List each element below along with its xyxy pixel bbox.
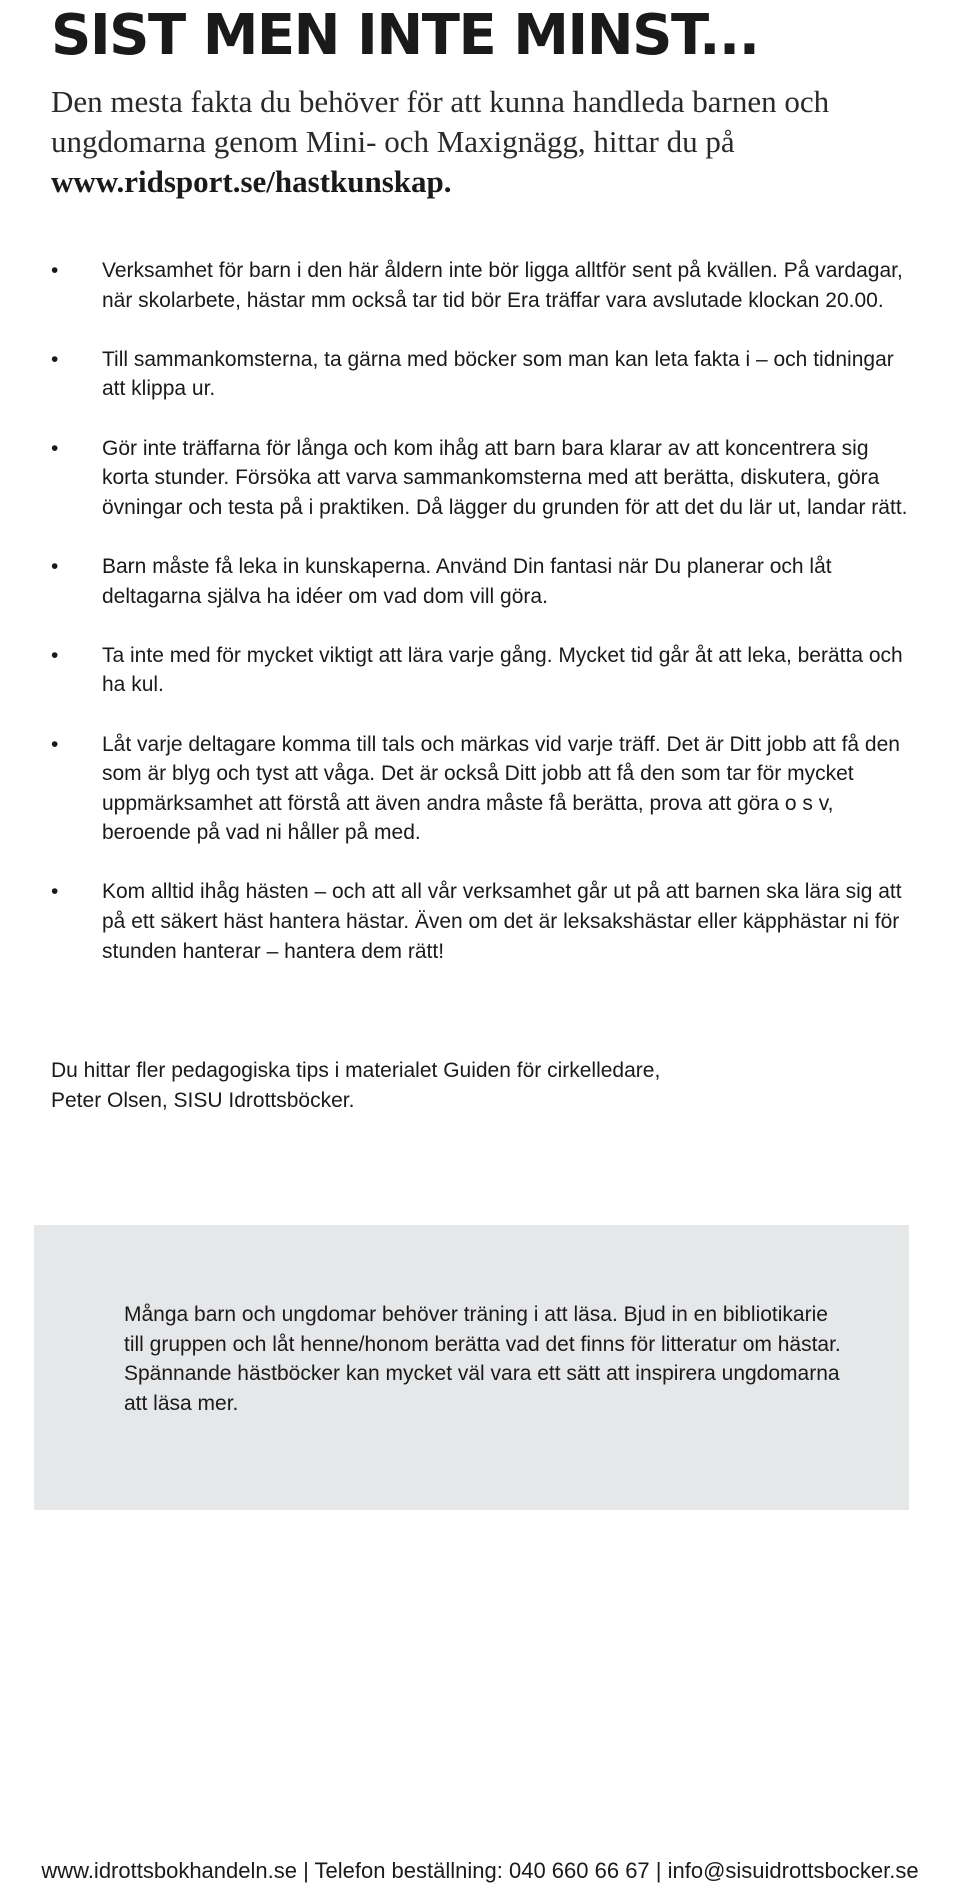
list-item-text: Verksamhet för barn i den här åldern inte bör ligga alltför sent på kvällen. På vardagar, när skolarbete, hästar mm också tar tid bör Era träffar vara avslutade klockan 20.00. xyxy=(102,259,903,312)
page-title: SIST MEN INTE MINST... xyxy=(51,3,759,68)
tips-list xyxy=(51,256,921,966)
list-item xyxy=(51,877,921,966)
bullet-icon: • xyxy=(51,732,59,756)
list-item xyxy=(51,552,921,611)
tip-box xyxy=(34,1225,909,1510)
list-item xyxy=(51,434,921,523)
intro-paragraph xyxy=(51,82,911,202)
list-item-text: Ta inte med för mycket viktigt att lära varje gång. Mycket tid går åt att leka, berätta och ha kul. xyxy=(102,643,903,697)
list-item xyxy=(51,730,921,848)
hastkunskap-link[interactable]: www.ridsport.se/hastkunskap. xyxy=(51,164,452,199)
tip-box-text: Många barn och ungdomar behöver träning i att läsa. Bjud in en bibliotikarie till gruppen och låt henne/honom berätta vad det finns för litteratur om hästar. Spännande hästböcker kan mycket väl vara ett sätt att inspirera ungdomarna att läsa mer. xyxy=(124,1303,841,1415)
list-item-text: Låt varje deltagare komma till tals och märkas vid varje träff. Det är Ditt jobb att få den som är blyg och tyst att våga. Det är också Ditt jobb att få den som tar för mycket uppmärksamhet att förstå att även andra måste få berätta, prova att göra o s v, beroende på vad ni håller på med. xyxy=(102,732,900,845)
list-item-text: Kom alltid ihåg hästen – och att all vår verksamhet går ut på att barnen ska lära sig att på ett säkert häst hantera hästar. Även om det är leksakshästar eller käpphästar ni för stunden hanterar – hantera dem rätt! xyxy=(102,880,902,963)
list-item xyxy=(51,641,921,700)
list-item-text: Barn måste få leka in kunskaperna. Använd Din fantasi när Du planerar och låt deltagarna själva ha idéer om vad dom vill göra. xyxy=(102,554,832,608)
bullet-icon: • xyxy=(51,347,59,371)
bullet-icon: • xyxy=(51,436,59,460)
list-item-text: Till sammankomsterna, ta gärna med böcker som man kan leta fakta i – och tidningar att klippa ur. xyxy=(102,347,894,401)
bullet-icon: • xyxy=(51,643,59,667)
list-item xyxy=(51,345,921,404)
footer-contact: www.idrottsbokhandeln.se | Telefon beställning: 040 660 66 67 | info@sisuidrottsbocker.se xyxy=(41,1858,919,1883)
list-item-text: Gör inte träffarna för långa och kom ihåg att barn bara klarar av att koncentrera sig korta stunder. Försöka att varva sammankomsterna med att berätta, diskutera, göra övningar och testa på i praktiken. Då lägger du grunden för att det du lär ut, landar rätt. xyxy=(102,436,908,519)
closing-paragraph: Du hittar fler pedagogiska tips i materialet Guiden för cirkelledare, Peter Olsen, SISU Idrottsböcker. xyxy=(51,1059,661,1112)
intro-text: Den mesta fakta du behöver för att kunna handleda barnen och ungdomarna genom Mini- och Maxignägg, hittar du på xyxy=(51,84,830,159)
bullet-icon: • xyxy=(51,880,59,904)
list-item xyxy=(51,256,921,315)
bullet-icon: • xyxy=(51,259,59,282)
bullet-icon: • xyxy=(51,554,59,578)
